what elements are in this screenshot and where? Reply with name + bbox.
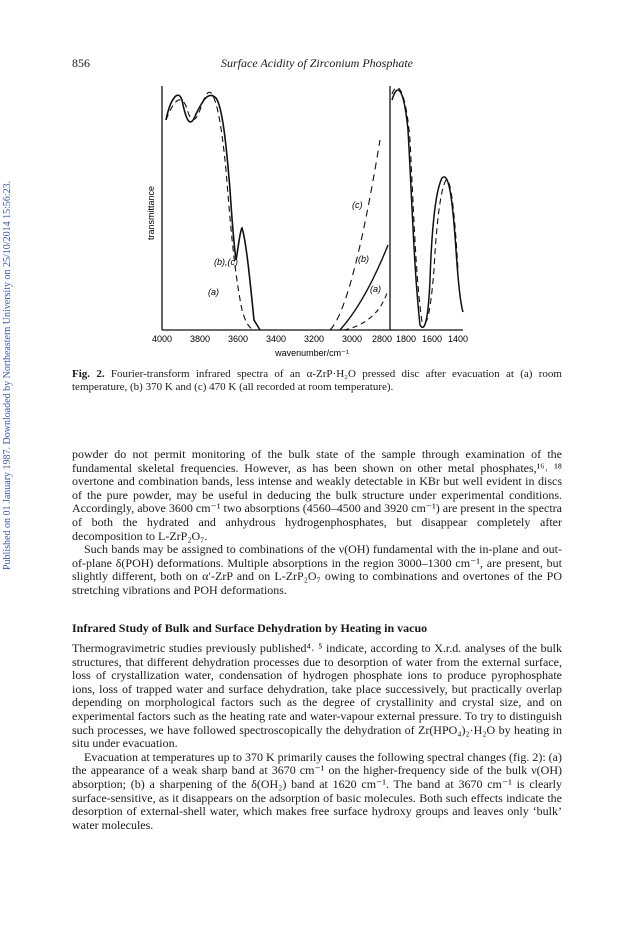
x-tick-3400: 3400	[265, 334, 287, 344]
running-title: Surface Acidity of Zirconium Phosphate	[221, 56, 413, 70]
caption-text: Fourier-transform infrared spectra of an α-ZrP·H₂O pressed disc after evacuation at (a) room temperature, (b) 370 K and (c) 470 K (all recorded at room temperature).	[72, 368, 562, 393]
body-text-lower	[72, 642, 562, 832]
label-curve-a: (a)	[208, 287, 219, 297]
x-tick-1600: 1600	[421, 334, 443, 344]
x-tick-1800: 1800	[395, 334, 417, 344]
paragraph-4: Evacuation at temperatures up to 370 K primarily causes the following spectral changes (fig. 2): (a) the appearance of a weak sharp band at 3670 cm⁻¹ on the higher-frequency side of the bulk ν(OH) absorption; (b) a sharpening of the δ(OH₂) band at 1620 cm⁻¹. The band at 3670 cm⁻¹ is clearly surface-sensitive, as it disappears on the adsorption of basic molecules. Both such effects indicate the desorption of external-shell water, which makes free surface hydroxy groups and leaves only ‘bulk’ water molecules.	[72, 749, 562, 832]
paragraph-2: Such bands may be assigned to combinations of the ν(OH) fundamental with the in-plane and out-of-plane δ(POH) deformations. Multiple absorptions in the region 3000–1300 cm⁻¹, are present, but slightly different, both on α′-ZrP and on L-ZrP₂O₇ owing to combinations and overtones of the PO stretching vibrations and POH deformations.	[72, 542, 562, 597]
section-heading: Infrared Study of Bulk and Surface Dehydration by Heating in vacuo	[72, 621, 428, 635]
spectrum-curve-c-rise	[330, 140, 380, 330]
x-tick-1400: 1400	[447, 334, 469, 344]
spectrum-curve-a-rise	[344, 290, 388, 330]
spectrum-curve-bc-right	[392, 88, 458, 324]
paragraph-3: Thermogravimetric studies previously published⁴˒ ⁵ indicate, according to X.r.d. analyses of the bulk structures, that different dehydration processes due to desorption of water from the external surface, loss of crystallization water, condensation of hydrogen phosphate ions to produce pyrophosphate ions, loss of trapped water and surface dehydration, take place successively, but practically overlap depending on morphological factors such as the degree of crystallinity and crystal size, and on experimental factors such as the heating rate and water-vapour external pressure. To try to distinguish such processes, we have followed spectroscopically the dehydration of Zr(HPO₄)₂·H₂O by heating in situ under evacuation.	[72, 641, 562, 751]
spectrum-plot	[130, 80, 490, 360]
x-tick-3800: 3800	[189, 334, 211, 344]
caption-label: Fig. 2.	[72, 368, 105, 380]
x-tick-labels	[152, 334, 468, 344]
label-curve-bc: (b),(c)	[214, 257, 238, 267]
x-tick-3000: 3000	[341, 334, 363, 344]
body-text-upper	[72, 448, 562, 598]
page-header	[72, 56, 562, 72]
x-axis-label: wavenumber/cm⁻¹	[275, 348, 349, 358]
ir-spectrum-figure	[130, 80, 490, 360]
x-tick-4000: 4000	[151, 334, 173, 344]
spectrum-curve-a-right	[392, 90, 463, 327]
x-tick-3600: 3600	[227, 334, 249, 344]
x-tick-2800: 2800	[371, 334, 393, 344]
label-curve-c: (c)	[352, 200, 363, 210]
label-curve-a-second: (a)	[370, 284, 381, 294]
download-notice: Published on 01 January 1987. Downloaded by Northeastern University on 25/10/2014 15:56:23.	[2, 180, 13, 570]
page-number: 856	[72, 56, 90, 70]
x-tick-3200: 3200	[303, 334, 325, 344]
label-curve-b: (b)	[358, 254, 369, 264]
paragraph-1: powder do not permit monitoring of the bulk state of the sample through examination of the fundamental skeletal frequencies. However, as has been shown on other metal phosphates,¹⁶˒ ¹⁸ overtone and combination bands, less intense and weakly detectable in KBr but well evident in discs of the pure powder, may be useful in deducing the bulk structure under experimental conditions. Accordingly, above 3600 cm⁻¹ two absorptions (4560–4500 and 3920 cm⁻¹) are present in the spectra of both the hydrated and anhydrous hydrogenphosphates, but disappear completely after decomposition to L-ZrP₂O₇.	[72, 447, 562, 543]
y-axis-label: transmittance	[146, 185, 156, 240]
figure-caption	[72, 368, 562, 394]
